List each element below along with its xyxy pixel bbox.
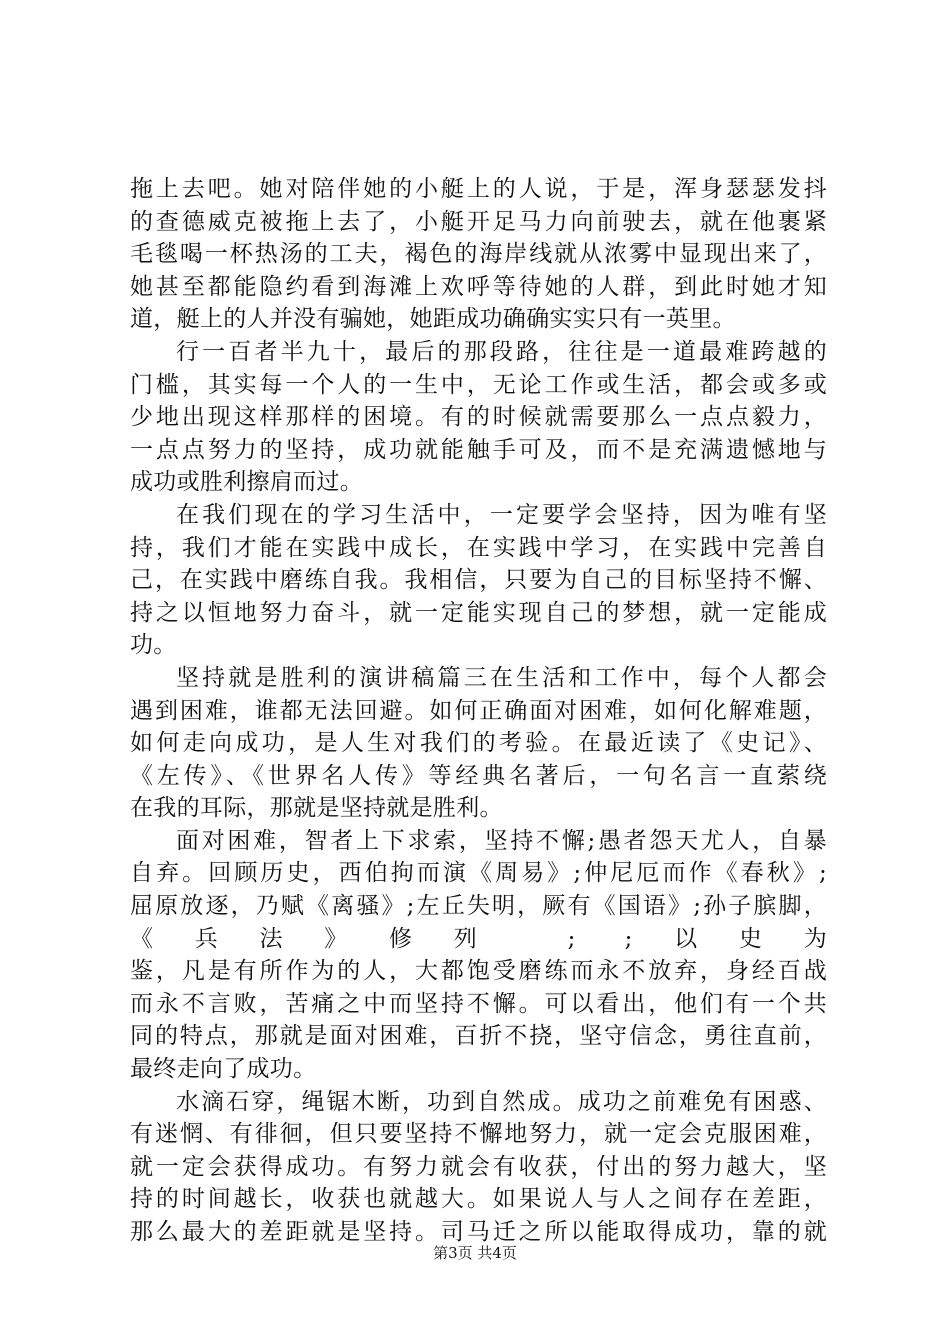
text-line: 她甚至都能隐约看到海滩上欢呼等待她的人群，到此时她才知 xyxy=(130,273,827,300)
text-line: 成功或胜利擦肩而过。 xyxy=(130,469,363,496)
text-line: 遇到困难，谁都无法回避。如何正确面对困难，如何化解难题， xyxy=(130,697,827,724)
text-line: 最终走向了成功。 xyxy=(130,1056,317,1083)
text-line: 《左传》、《世界名人传》等经典名著后，一句名言一直萦绕 xyxy=(130,762,827,789)
text-line: 那么最大的差距就是坚持。司马迁之所以能取得成功，靠的就 xyxy=(130,1219,827,1245)
text-line: 行一百者半九十，最后的那段路，往往是一道最难跨越的 xyxy=(176,338,827,365)
text-line: 持的时间越长，收获也就越大。如果说人与人之间存在差距， xyxy=(130,1186,827,1213)
text-line: 就一定会获得成功。有努力就会有收获，付出的努力越大，坚 xyxy=(130,1153,827,1180)
text-line: 同的特点，那就是面对困难，百折不挠，坚守信念，勇往直前， xyxy=(130,1023,827,1050)
text-line: 持，我们才能在实践中成长，在实践中学习，在实践中完善自 xyxy=(130,534,827,561)
text-line: 面对困难，智者上下求索，坚持不懈;愚者怨天尤人，自暴 xyxy=(176,827,827,854)
text-line: 《兵法》修列 ; ;以史为 xyxy=(130,925,827,952)
text-line: 的查德威克被拖上去了，小艇开足马力向前驶去，就在他裹紧 xyxy=(130,208,827,235)
text-line: 在我们现在的学习生活中，一定要学会坚持，因为唯有坚 xyxy=(176,501,827,528)
page-footer: 第3页 共4页 xyxy=(433,1244,517,1262)
text-line: 水滴石穿，绳锯木断，功到自然成。成功之前难免有困惑、 xyxy=(176,1088,827,1115)
text-line: 持之以恒地努力奋斗，就一定能实现自己的梦想，就一定能成 xyxy=(130,599,827,626)
text-line: 屈原放逐，乃赋《离骚》;左丘失明，厥有《国语》;孙子膑脚， xyxy=(130,893,827,920)
text-line: 一点点努力的坚持，成功就能触手可及，而不是充满遗憾地与 xyxy=(130,436,827,463)
text-line: 少地出现这样那样的困境。有的时候就需要那么一点点毅力， xyxy=(130,404,827,431)
text-line: 鉴，凡是有所作为的人，大都饱受磨练而永不放弃，身经百战 xyxy=(130,958,827,985)
body-text xyxy=(130,173,827,1249)
text-line: 自弃。回顾历史，西伯拘而演《周易》;仲尼厄而作《春秋》; xyxy=(130,860,827,887)
text-line: 在我的耳际，那就是坚持就是胜利。 xyxy=(130,795,503,822)
text-line: 毛毯喝一杯热汤的工夫，褐色的海岸线就从浓雾中显现出来了， xyxy=(130,241,827,268)
text-line: 拖上去吧。她对陪伴她的小艇上的人说，于是，浑身瑟瑟发抖 xyxy=(130,176,827,202)
text-line: 门槛，其实每一个人的一生中，无论工作或生活，都会或多或 xyxy=(130,371,827,398)
text-line: 有迷惘、有徘徊，但只要坚持不懈地努力，就一定会克服困难， xyxy=(130,1121,827,1148)
text-line: 坚持就是胜利的演讲稿篇三在生活和工作中，每个人都会 xyxy=(176,664,827,691)
text-line: 而永不言败，苦痛之中而坚持不懈。可以看出，他们有一个共 xyxy=(130,990,827,1017)
text-line: 己，在实践中磨练自我。我相信，只要为自己的目标坚持不懈、 xyxy=(130,567,827,594)
text-line: 功。 xyxy=(130,632,177,659)
text-line: 如何走向成功，是人生对我们的考验。在最近读了《史记》、 xyxy=(130,730,827,757)
text-line: 道，艇上的人并没有骗她，她距成功确确实实只有一英里。 xyxy=(130,306,736,333)
